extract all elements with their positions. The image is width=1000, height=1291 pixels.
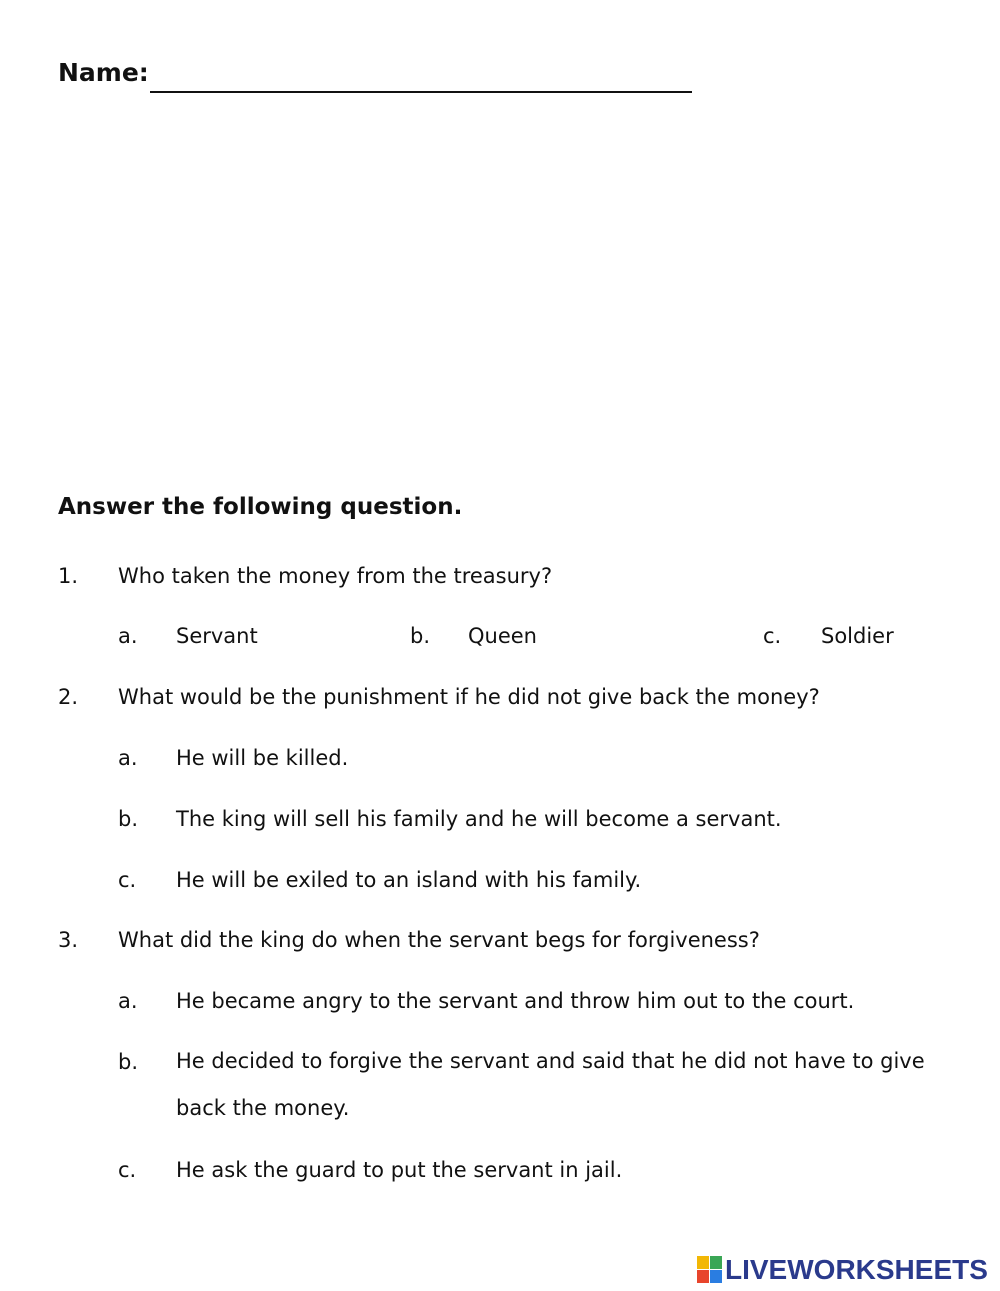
option-text: He will be exiled to an island with his family. [176, 868, 642, 892]
option-text: He became angry to the servant and throw him out to the court. [176, 989, 855, 1013]
question-text: What did the king do when the servant begs for forgiveness? [118, 928, 760, 952]
question-number: 3. [58, 928, 79, 952]
option-letter: b. [410, 624, 431, 648]
question-text: Who taken the money from the treasury? [118, 564, 553, 588]
option-text: He ask the guard to put the servant in jail. [176, 1158, 623, 1182]
option-letter: a. [118, 989, 138, 1013]
question-number: 1. [58, 564, 79, 588]
question-text: What would be the punishment if he did not give back the money? [118, 685, 820, 709]
name-row [58, 58, 149, 87]
option-text: Servant [176, 624, 258, 648]
option-letter: a. [118, 624, 138, 648]
option-text: He will be killed. [176, 746, 349, 770]
option-letter: b. [118, 1050, 139, 1074]
liveworksheets-logo [697, 1255, 993, 1285]
name-answer-line[interactable] [150, 91, 692, 93]
logo-text: LIVEWORKSHEETS [725, 1254, 988, 1285]
option-text: The king will sell his family and he will become a servant. [176, 807, 782, 831]
question-number: 2. [58, 685, 79, 709]
option-letter: a. [118, 746, 138, 770]
option-text: He decided to forgive the servant and said that he did not have to give back the money. [176, 1049, 925, 1120]
option-letter: c. [763, 624, 782, 648]
option-letter: b. [118, 807, 139, 831]
logo-blocks-icon [697, 1256, 723, 1284]
option-letter: c. [118, 868, 137, 892]
name-label: Name: [58, 58, 149, 87]
option-letter: c. [118, 1158, 137, 1182]
option-text: Queen [468, 624, 537, 648]
option-text: Soldier [821, 624, 894, 648]
instruction-heading: Answer the following question. [58, 494, 463, 520]
